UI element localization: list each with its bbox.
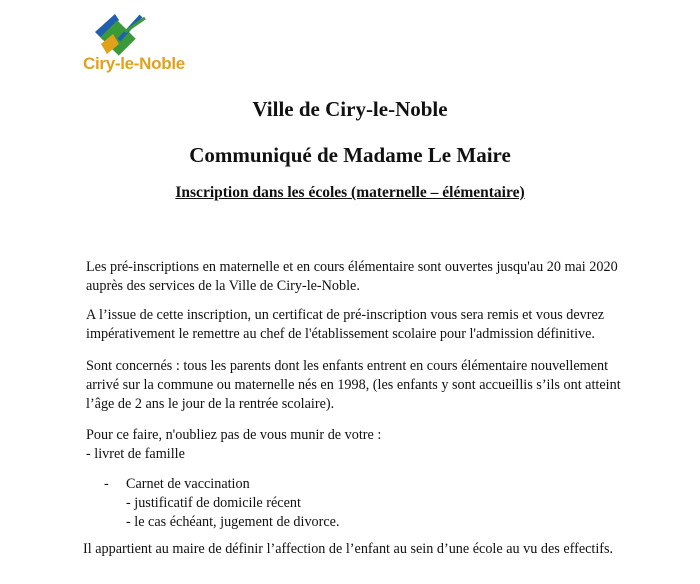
paragraph-line: l’âge de 2 ans le jour de la rentrée scolaire). bbox=[86, 396, 335, 412]
paragraph-dates bbox=[86, 258, 646, 296]
paragraph-line: Les pré-inscriptions en maternelle et en cours élémentaire sont ouvertes jusqu'au 20 mai 2020 bbox=[86, 259, 618, 275]
list-item-text: - justificatif de domicile récent bbox=[126, 495, 301, 511]
communique-heading: Communiqué de Madame Le Maire bbox=[189, 143, 511, 167]
logo bbox=[83, 10, 193, 76]
city-heading: Ville de Ciry-le-Noble bbox=[252, 97, 448, 121]
closing-paragraph: Il appartient au maire de définir l’affection de l’enfant au sein d’une école au vu des effectifs. bbox=[83, 541, 614, 557]
list-item-text: Carnet de vaccination bbox=[126, 476, 250, 492]
list-item bbox=[104, 513, 340, 532]
list-dash: - bbox=[104, 476, 109, 492]
paragraph-documents-intro bbox=[86, 426, 646, 464]
list-item bbox=[104, 475, 340, 494]
paragraph-line: - livret de famille bbox=[86, 446, 185, 462]
paragraph-eligibility bbox=[86, 357, 646, 414]
list-item-text: - le cas échéant, jugement de divorce. bbox=[126, 514, 340, 530]
town-emblem-icon bbox=[89, 10, 149, 56]
paragraph-line: impérativement le remettre au chef de l'établissement scolaire pour l'admission définitive. bbox=[86, 326, 595, 342]
paragraph-line: arrivé sur la commune ou maternelle nés en 1998, (les enfants y sont accueillis s’ils ont atteint bbox=[86, 377, 621, 393]
list-item bbox=[104, 494, 340, 513]
paragraph-line: A l’issue de cette inscription, un certificat de pré-inscription vous sera remis et vous devrez bbox=[86, 307, 605, 323]
documents-list bbox=[104, 475, 340, 532]
paragraph-certificate bbox=[86, 306, 646, 344]
paragraph-line: auprès des services de la Ville de Ciry-le-Noble. bbox=[86, 278, 360, 294]
subtitle: Inscription dans les écoles (maternelle – élémentaire) bbox=[175, 184, 525, 201]
paragraph-line: Sont concernés : tous les parents dont les enfants entrent en cours élémentaire nouvellement bbox=[86, 358, 609, 374]
paragraph-line: Pour ce faire, n'oubliez pas de vous munir de votre : bbox=[86, 427, 382, 443]
logo-text: Ciry-le-Noble bbox=[83, 54, 185, 73]
